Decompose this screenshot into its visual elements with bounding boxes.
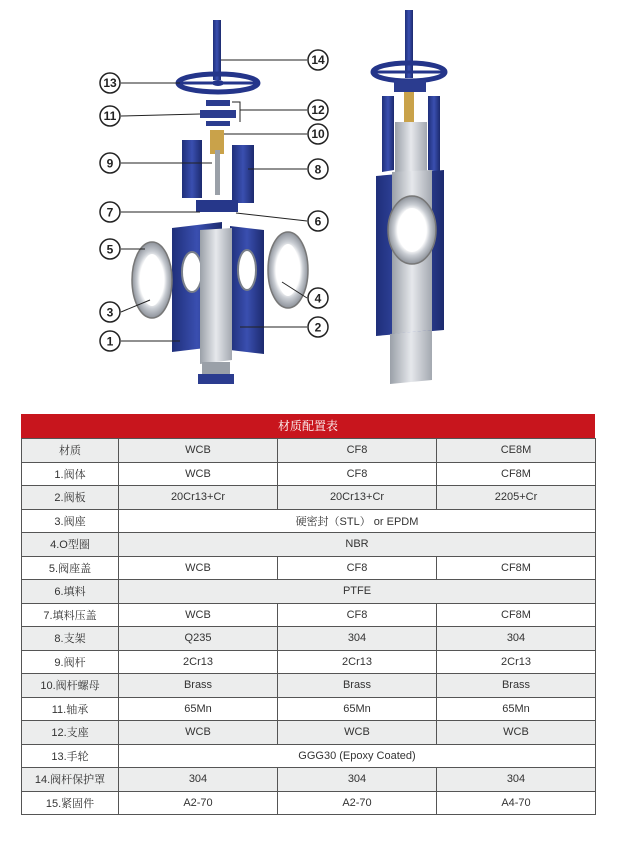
- header-cell: CE8M: [437, 439, 596, 463]
- part-name-cell: 13.手轮: [22, 744, 119, 768]
- material-cell: 2Cr13: [437, 650, 596, 674]
- material-cell: PTFE: [119, 580, 596, 604]
- part-name-cell: 7.填料压盖: [22, 603, 119, 627]
- material-cell: GGG30 (Epoxy Coated): [119, 744, 596, 768]
- callout-11: 11: [103, 109, 117, 123]
- material-cell: 65Mn: [119, 697, 278, 721]
- material-cell: Brass: [119, 674, 278, 698]
- material-cell: A2-70: [278, 791, 437, 815]
- material-table: [21, 414, 595, 815]
- table-row: [22, 627, 596, 651]
- table-row: [22, 533, 596, 557]
- part-name-cell: 1.阀体: [22, 462, 119, 486]
- assembled-view: [373, 10, 445, 384]
- material-cell: CF8M: [437, 556, 596, 580]
- material-cell: WCB: [119, 462, 278, 486]
- material-cell: 2205+Cr: [437, 486, 596, 510]
- material-cell: 304: [437, 627, 596, 651]
- material-cell: 2Cr13: [278, 650, 437, 674]
- material-cell: Q235: [119, 627, 278, 651]
- material-cell: WCB: [437, 721, 596, 745]
- part-name-cell: 11.轴承: [22, 697, 119, 721]
- table-header-row: [22, 439, 596, 463]
- table-title: 材质配置表: [21, 414, 595, 438]
- header-cell: CF8: [278, 439, 437, 463]
- part-name-cell: 5.阀座盖: [22, 556, 119, 580]
- table-row: [22, 791, 596, 815]
- callout-12: 12: [311, 103, 325, 117]
- callout-4: 4: [314, 291, 322, 306]
- table-row: [22, 509, 596, 533]
- material-cell: 20Cr13+Cr: [119, 486, 278, 510]
- material-cell: Brass: [278, 674, 437, 698]
- part-name-cell: 10.阀杆螺母: [22, 674, 119, 698]
- callout-14: 14: [311, 53, 325, 67]
- material-cell: CF8M: [437, 462, 596, 486]
- material-cell: 304: [278, 627, 437, 651]
- part-name-cell: 3.阀座: [22, 509, 119, 533]
- bracket-right-part: [232, 145, 254, 203]
- material-cell: WCB: [119, 603, 278, 627]
- table-row: [22, 674, 596, 698]
- callout-5: 5: [106, 242, 114, 257]
- material-table-grid: [21, 438, 596, 815]
- material-cell: 2Cr13: [119, 650, 278, 674]
- material-cell: A4-70: [437, 791, 596, 815]
- material-cell: 304: [437, 768, 596, 792]
- material-cell: CF8M: [437, 603, 596, 627]
- callout-1: 1: [106, 334, 114, 349]
- callout-2: 2: [314, 320, 322, 335]
- material-cell: CF8: [278, 462, 437, 486]
- table-row: [22, 486, 596, 510]
- table-row: [22, 697, 596, 721]
- material-cell: WCB: [278, 721, 437, 745]
- material-cell: CF8: [278, 603, 437, 627]
- bracket-left-part: [182, 140, 202, 198]
- material-cell: 65Mn: [437, 697, 596, 721]
- header-cell: WCB: [119, 439, 278, 463]
- callout-13: 13: [103, 76, 117, 90]
- material-cell: A2-70: [119, 791, 278, 815]
- callout-8: 8: [314, 162, 322, 177]
- gate-plate-part: [200, 228, 232, 364]
- gland-part: [196, 200, 238, 212]
- material-cell: NBR: [119, 533, 596, 557]
- part-name-cell: 15.紧固件: [22, 791, 119, 815]
- callout-7: 7: [106, 205, 114, 220]
- material-cell: CF8: [278, 556, 437, 580]
- material-cell: 20Cr13+Cr: [278, 486, 437, 510]
- header-cell: 材质: [22, 439, 119, 463]
- material-cell: Brass: [437, 674, 596, 698]
- table-row: [22, 744, 596, 768]
- part-name-cell: 2.阀板: [22, 486, 119, 510]
- valve-figure: [0, 0, 619, 400]
- material-cell: 65Mn: [278, 697, 437, 721]
- callout-6: 6: [314, 214, 322, 229]
- table-row: [22, 603, 596, 627]
- table-row: [22, 556, 596, 580]
- part-name-cell: 6.填料: [22, 580, 119, 604]
- part-name-cell: 12.支座: [22, 721, 119, 745]
- material-cell: WCB: [119, 556, 278, 580]
- part-name-cell: 8.支架: [22, 627, 119, 651]
- material-cell: 304: [119, 768, 278, 792]
- table-row: [22, 580, 596, 604]
- material-cell: 硬密封（STL） or EPDM: [119, 509, 596, 533]
- valve-stem-part: [213, 20, 221, 80]
- table-row: [22, 768, 596, 792]
- exploded-view: [132, 20, 308, 384]
- callout-3: 3: [106, 305, 114, 320]
- part-name-cell: 14.阀杆保护罩: [22, 768, 119, 792]
- part-name-cell: 4.O型圈: [22, 533, 119, 557]
- table-row: [22, 462, 596, 486]
- part-name-cell: 9.阀杆: [22, 650, 119, 674]
- callout-10: 10: [311, 127, 325, 141]
- material-cell: 304: [278, 768, 437, 792]
- material-cell: WCB: [119, 721, 278, 745]
- callout-9: 9: [106, 156, 114, 171]
- table-row: [22, 650, 596, 674]
- table-row: [22, 721, 596, 745]
